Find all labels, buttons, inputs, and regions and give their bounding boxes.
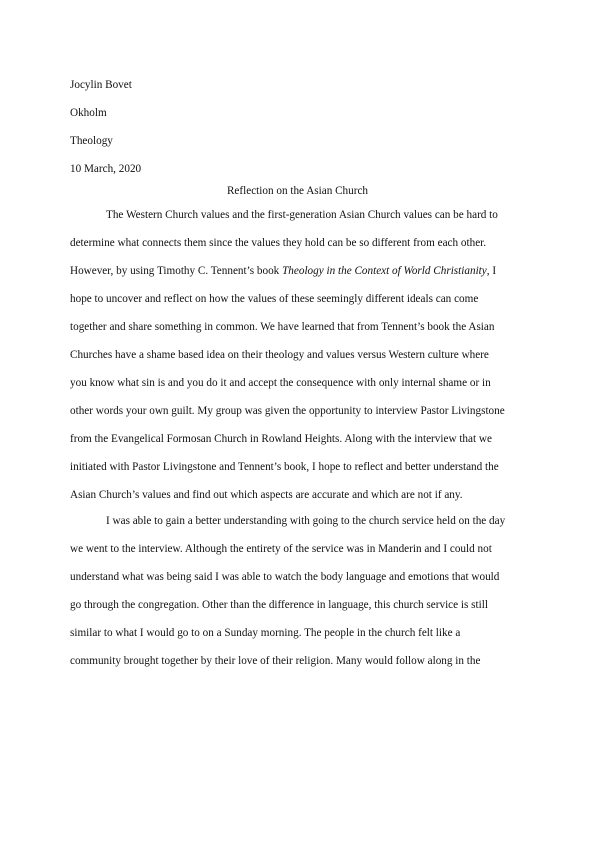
paragraph-1-line: hope to uncover and reflect on how the values of these seemingly different ideals can come [70,293,479,305]
author-name: Jocylin Bovet [70,79,132,91]
paragraph-2-line: I was able to gain a better understanding with going to the church service held on the day [106,515,506,527]
paragraph-1-line: you know what sin is and you do it and accept the consequence with only internal shame or in [70,377,491,389]
text-run: However, by using Timothy C. Tennent’s book [70,265,283,277]
paragraph-2-line: understand what was being said I was able to watch the body language and emotions that would [70,571,500,583]
instructor-name: Okholm [70,107,107,119]
paragraph-1-line: determine what connects them since the values they hold can be so different from each other. [70,237,487,249]
paragraph-2-line: community brought together by their love of their religion. Many would follow along in the [70,655,481,667]
paragraph-2-line: go through the congregation. Other than the difference in language, this church service is still [70,599,488,611]
paragraph-1-line: Asian Church’s values and find out which aspects are accurate and which are not if any. [70,489,463,501]
paragraph-1-line: The Western Church values and the first-generation Asian Church values can be hard to [106,209,498,221]
paragraph-2-line: we went to the interview. Although the entirety of the service was in Manderin and I could not [70,543,492,555]
paragraph-2-line: similar to what I would go to on a Sunday morning. The people in the church felt like a [70,627,461,639]
paragraph-1-line: other words your own guilt. My group was given the opportunity to interview Pastor Livingstone [70,405,505,417]
course-name: Theology [70,135,113,147]
paragraph-1-line: initiated with Pastor Livingstone and Tennent’s book, I hope to reflect and better understand the [70,461,499,473]
text-run: , I [486,265,497,277]
paragraph-1-line [70,263,496,279]
paragraph-1-line: Churches have a shame based idea on their theology and values versus Western culture where [70,349,489,361]
paragraph-1-line: from the Evangelical Formosan Church in Rowland Heights. Along with the interview that we [70,433,492,445]
paper-title: Reflection on the Asian Church [226,185,369,197]
date: 10 March, 2020 [70,163,142,175]
heading-block [70,71,540,183]
paragraph-1-line: together and share something in common. We have learned that from Tennent’s book the Asian [70,321,495,333]
book-title: Theology in the Context of World Christianity [282,265,487,277]
